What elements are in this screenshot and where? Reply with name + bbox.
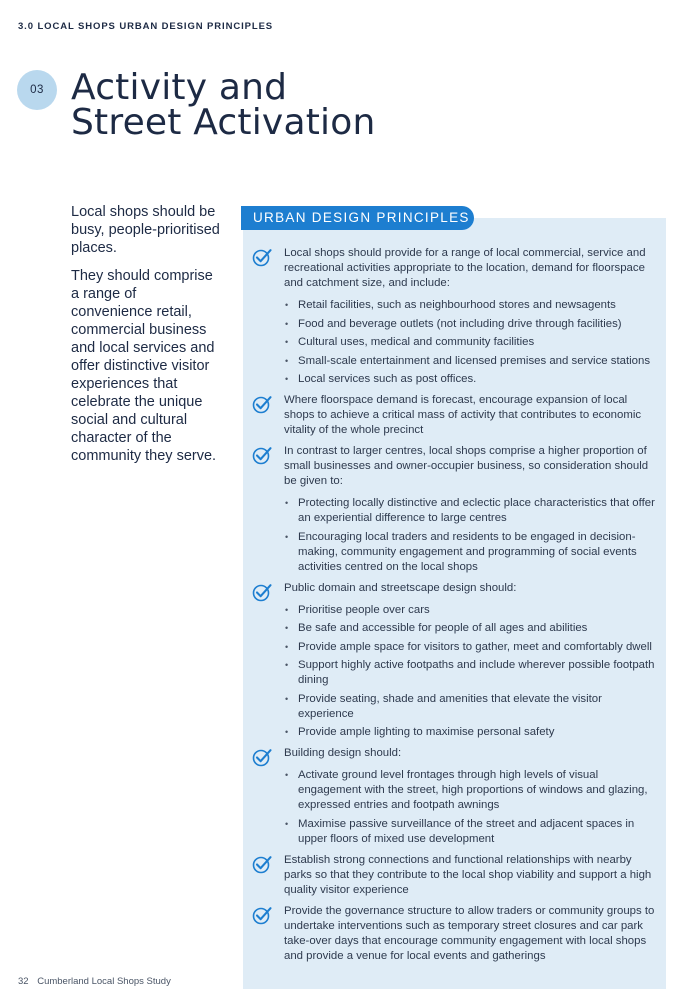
principle-sub-list <box>284 496 658 575</box>
principle-sub-item: • Food and beverage outlets (not including drive through facilities) <box>284 317 658 332</box>
principle-sub-item: • Small-scale entertainment and licensed premises and service stations <box>284 354 658 369</box>
principle-sub-item: • Cultural uses, medical and community facilities <box>284 335 658 350</box>
principle-sub-item: • Encouraging local traders and residents to be engaged in decision-making, community engagement and programming of social events activities centred on the local shops <box>284 530 658 575</box>
principle-text: Public domain and streetscape design should: <box>284 581 517 594</box>
checkmark-circle-icon <box>252 445 272 465</box>
principle-sub-item: • Retail facilities, such as neighbourhood stores and newsagents <box>284 298 658 313</box>
page-title <box>71 67 376 143</box>
principle-sub-list <box>284 768 658 847</box>
intro-paragraph: They should comprise a range of convenience retail, commercial business and local services and offer distinctive visitor experiences that celebrate the unique social and cultural character of the community they serve. <box>71 268 217 464</box>
principles-list <box>252 246 658 970</box>
page-footer <box>18 976 171 987</box>
checkmark-circle-icon <box>252 247 272 267</box>
checkmark-circle-icon <box>252 747 272 767</box>
page-number: 32 <box>18 976 29 987</box>
intro-text <box>71 203 221 475</box>
section-number-badge: 03 <box>17 70 57 110</box>
principle-item <box>252 904 658 964</box>
principle-sub-item: • Provide ample lighting to maximise personal safety <box>284 725 658 740</box>
principle-sub-item: • Provide seating, shade and amenities that elevate the visitor experience <box>284 692 658 722</box>
page-title-line-2: Street Activation <box>71 102 376 143</box>
checkmark-circle-icon <box>252 905 272 925</box>
checkmark-circle-icon <box>252 394 272 414</box>
principle-sub-list <box>284 298 658 387</box>
checkmark-circle-icon <box>252 854 272 874</box>
principle-sub-item: • Provide ample space for visitors to gather, meet and comfortably dwell <box>284 640 658 655</box>
principle-text: Where floorspace demand is forecast, encourage expansion of local shops to achieve a critical mass of activity that contributes to economic vitality of the whole precinct <box>284 394 642 436</box>
principle-sub-item: • Prioritise people over cars <box>284 603 658 618</box>
principle-sub-item: • Support highly active footpaths and include wherever possible footpath dining <box>284 658 658 688</box>
document-title: Cumberland Local Shops Study <box>37 976 171 987</box>
principle-sub-item: • Maximise passive surveillance of the street and adjacent spaces in upper floors of mixed use development <box>284 817 658 847</box>
principle-text: In contrast to larger centres, local shops comprise a higher proportion of small businesses and owner-occupier business, so consideration should be given to: <box>284 445 649 487</box>
principle-sub-list <box>284 603 658 741</box>
principle-item <box>252 746 658 847</box>
intro-paragraph: Local shops should be busy, people-prioritised places. <box>71 204 220 256</box>
checkmark-circle-icon <box>252 582 272 602</box>
principle-text: Establish strong connections and functional relationships with nearby parks so that they contribute to the local shop viability and support a high quality visitor experience <box>284 853 652 896</box>
principle-sub-item: • Protecting locally distinctive and eclectic place characteristics that offer an experiential difference to large centres <box>284 496 658 526</box>
principle-item <box>252 581 658 741</box>
principle-text: Provide the governance structure to allow traders or community groups to undertake interventions such as temporary street closures and car park take-over days that encourage community engagement with local shops and provide a venue for local events and gatherings <box>284 904 655 962</box>
principle-text: Building design should: <box>284 747 402 759</box>
principle-sub-item: • Local services such as post offices. <box>284 372 658 387</box>
principles-heading: URBAN DESIGN PRINCIPLES <box>241 206 474 230</box>
page-title-line-1: Activity and <box>71 67 288 108</box>
principle-item <box>252 246 658 387</box>
principle-item <box>252 393 658 438</box>
principle-item <box>252 444 658 575</box>
principle-item <box>252 853 658 898</box>
principle-text: Local shops should provide for a range of local commercial, service and recreational activities appropriate to the location, demand for floorspace and catchment size, and include: <box>284 247 646 289</box>
principle-sub-item: • Be safe and accessible for people of all ages and abilities <box>284 621 658 636</box>
section-header-label: 3.0 LOCAL SHOPS URBAN DESIGN PRINCIPLES <box>18 21 274 32</box>
principle-sub-item: • Activate ground level frontages through high levels of visual engagement with the street, high proportions of windows and glazing, expressed entries and footpath awnings <box>284 768 658 813</box>
